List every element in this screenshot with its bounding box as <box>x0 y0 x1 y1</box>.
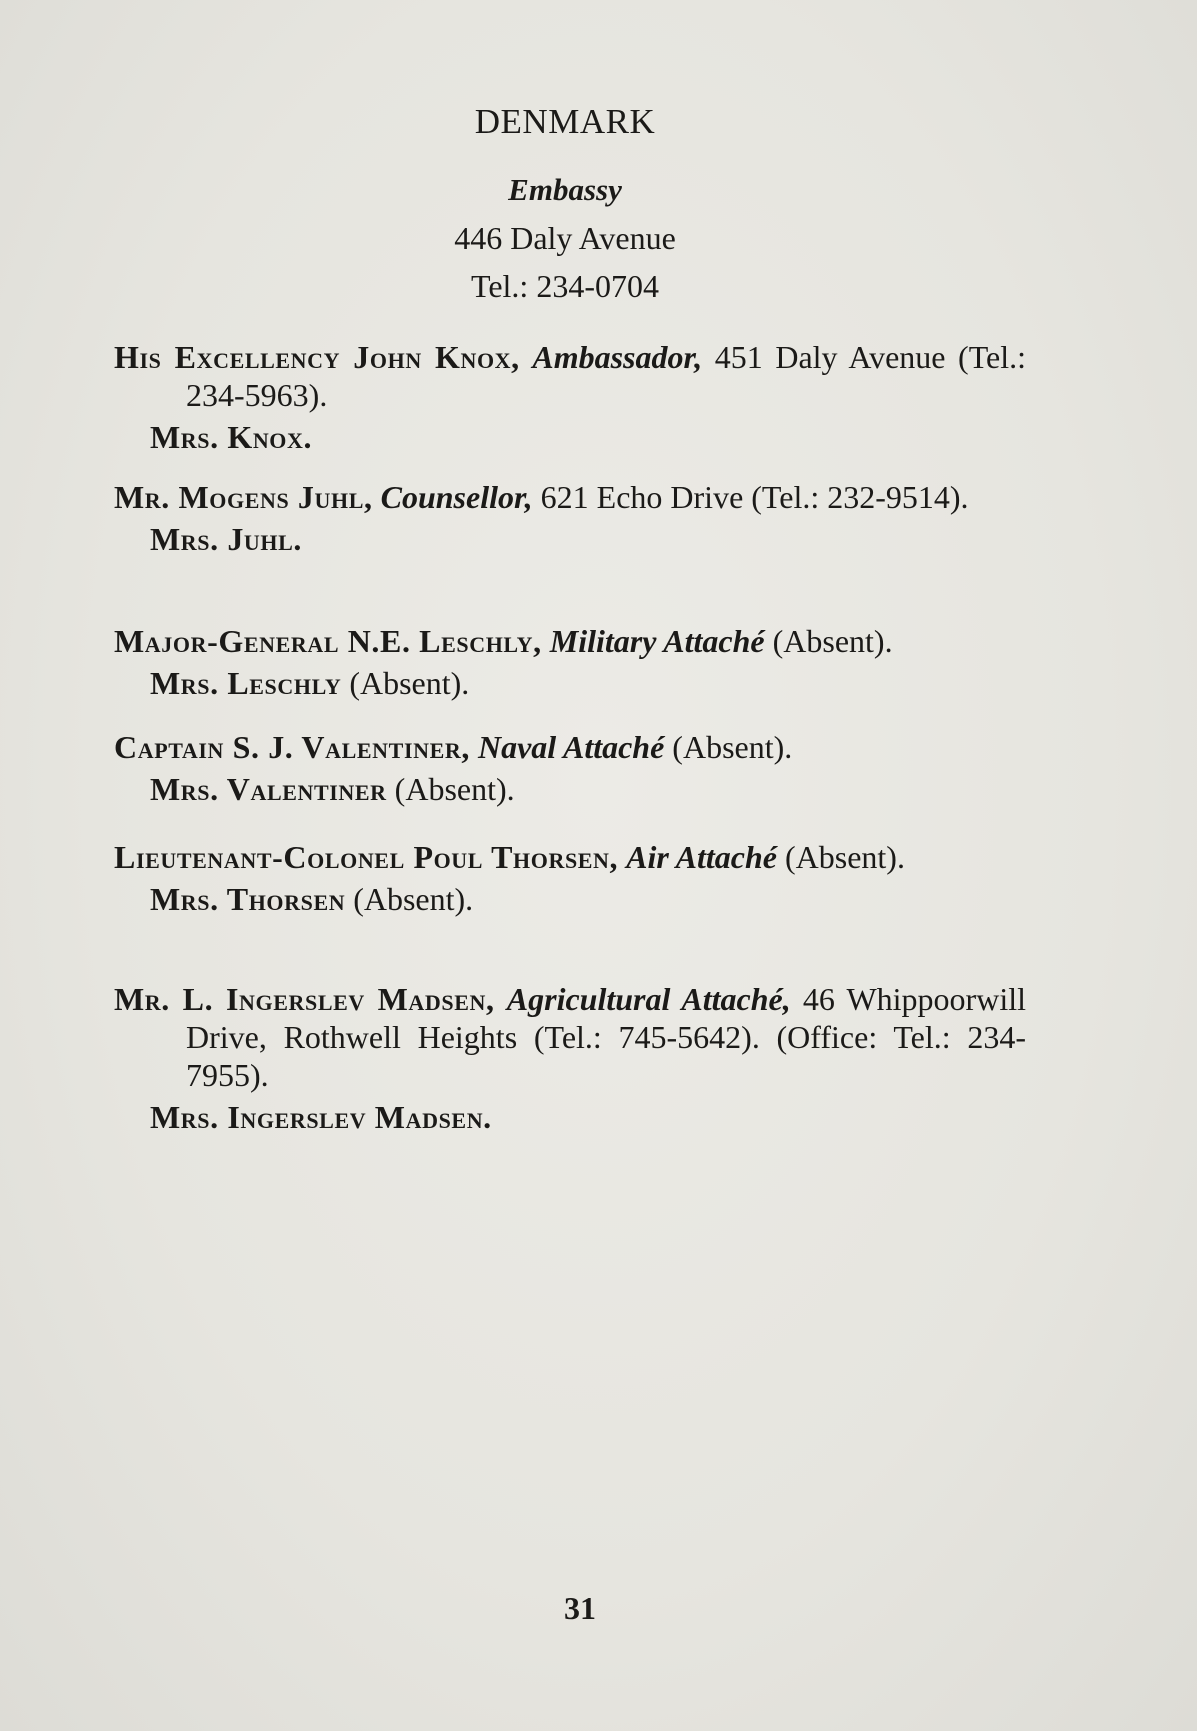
spouse-name: Mrs. Thorsen <box>150 881 346 917</box>
staff-entry <box>114 338 1026 456</box>
spouse-line <box>114 1098 1026 1136</box>
staff-name: Mr. Mogens Juhl, <box>114 479 373 515</box>
staff-details: (Absent). <box>772 623 893 659</box>
staff-role: Naval Attaché <box>477 729 665 765</box>
spouse-name: Mrs. Knox. <box>150 419 313 455</box>
staff-details: (Absent). <box>672 729 793 765</box>
entry-main-line <box>114 478 1026 516</box>
spouse-name: Mrs. Leschly <box>150 665 342 701</box>
spouse-details: (Absent). <box>394 771 515 807</box>
staff-entry <box>114 980 1026 1136</box>
staff-entry <box>114 838 1026 918</box>
staff-details: 46 Whippoorwill Drive, Rothwell Heights (Tel.: 745-5642). (Office: Tel.: 234-7955). <box>186 981 1026 1093</box>
staff-role: Military Attaché <box>549 623 765 659</box>
embassy-telephone: Tel.: 234-0704 <box>471 268 659 304</box>
staff-role: Agricultural Attaché, <box>506 981 791 1017</box>
entry-main-line <box>114 622 1026 660</box>
spouse-line <box>114 418 1026 456</box>
staff-entry <box>114 728 1026 808</box>
entry-main-line <box>114 838 1026 876</box>
country-heading: DENMARK <box>474 102 656 141</box>
staff-role: Air Attaché <box>626 839 777 875</box>
staff-role: Counsellor, <box>380 479 533 515</box>
spouse-name: Mrs. Juhl. <box>150 521 302 557</box>
spouse-line <box>114 770 1026 808</box>
entry-main-line <box>114 980 1026 1094</box>
spouse-name: Mrs. Ingerslev Madsen. <box>150 1099 492 1135</box>
staff-name: Mr. L. Ingerslev Madsen, <box>114 981 495 1017</box>
entry-main-line <box>114 338 1026 414</box>
embassy-address: 446 Daly Avenue <box>454 220 676 256</box>
spouse-details: (Absent). <box>353 881 474 917</box>
staff-name: Major-General N.E. Leschly, <box>114 623 542 659</box>
staff-details: 621 Echo Drive (Tel.: 232-9514). <box>540 479 969 515</box>
staff-name: His Excellency John Knox, <box>114 339 520 375</box>
staff-name: Captain S. J. Valentiner, <box>114 729 470 765</box>
spouse-line <box>114 664 1026 702</box>
spouse-details: (Absent). <box>349 665 470 701</box>
staff-entry <box>114 622 1026 702</box>
entry-main-line <box>114 728 1026 766</box>
staff-name: Lieutenant-Colonel Poul Thorsen, <box>114 839 619 875</box>
page-number: 31 <box>564 1590 596 1626</box>
spouse-line <box>114 880 1026 918</box>
staff-details: (Absent). <box>784 839 905 875</box>
staff-details: 451 Daly Avenue (Tel.: 234-5963). <box>186 339 1027 413</box>
spouse-name: Mrs. Valentiner <box>150 771 387 807</box>
spouse-line <box>114 520 1026 558</box>
section-subtitle: Embassy <box>508 172 622 207</box>
staff-entry <box>114 478 1026 558</box>
staff-role: Ambassador, <box>532 339 703 375</box>
